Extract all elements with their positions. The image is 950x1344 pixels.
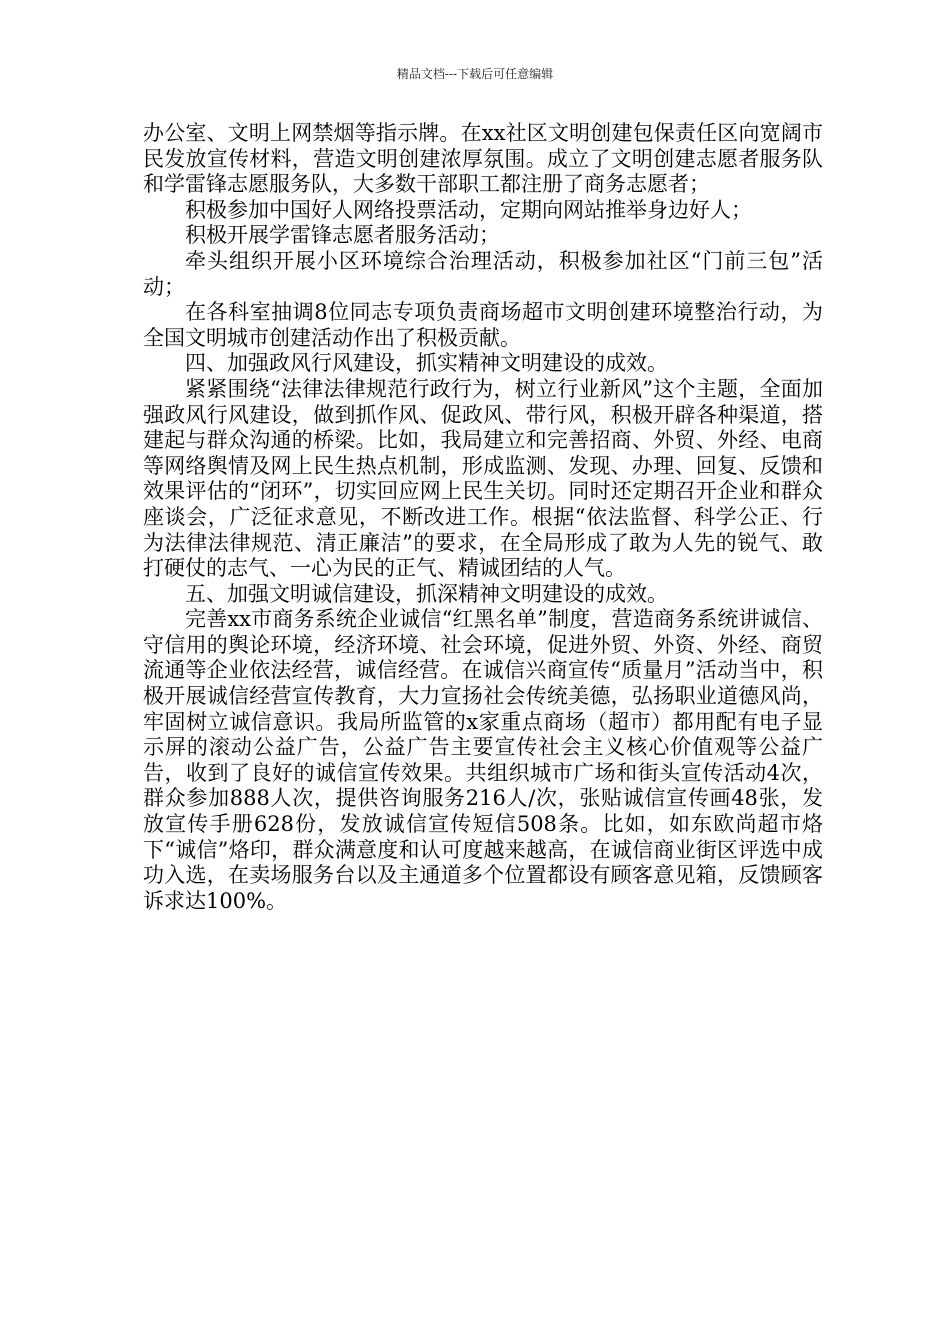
section-heading-4: 四、加强政风行风建设，抓实精神文明建设的成效。 [185,351,668,376]
paragraph-5: 在各科室抽调8位同志专项负责商场超市文明创建环境整治行动，为全国文明城市创建活动作出了积极贡献。 [143,300,823,350]
paragraph-3: 积极开展学雷锋志愿者服务活动； [185,223,500,248]
paragraph-2: 积极参加中国好人网络投票活动，定期向网站推举身边好人； [185,197,752,222]
document-body [143,121,823,914]
page-header: 精品文档---下载后可任意编辑 [396,67,554,81]
paragraph-6: 紧紧围绕“法律法律规范行政行为，树立行业新风”这个主题，全面加强政风行风建设，做到抓作风、促政风、带行风，积极开辟各种渠道，搭建起与群众沟通的桥梁。比如，我局建立和完善招商、外贸、外经、电商等网络舆情及网上民生热点机制，形成监测、发现、办理、回复、反馈和效果评估的“闭环”，切实回应网上民生关切。同时还定期召开企业和群众座谈会，广泛征求意见，不断改进工作。根据“依法监督、科学公正、行为法律法律规范、清正廉洁”的要求，在全局形成了敢为人先的锐气、敢打硬仗的志气、一心为民的正气、精诚团结的人气。 [143,376,823,581]
paragraph-4: 牵头组织开展小区环境综合治理活动，积极参加社区“门前三包”活动； [143,248,823,299]
paragraph-1: 办公室、文明上网禁烟等指示牌。在xx社区文明创建包保责任区向宽阔市民发放宣传材料，营造文明创建浓厚氛围。成立了文明创建志愿者服务队和学雷锋志愿服务队，大多数干部职工都注册了商务志愿者； [143,121,823,197]
paragraph-7: 完善xx市商务系统企业诚信“红黑名单”制度，营造商务系统讲诚信、守信用的舆论环境，经济环境、社会环境，促进外贸、外资、外经、商贸流通等企业依法经营，诚信经营。在诚信兴商宣传“质量月”活动当中，积极开展诚信经营宣传教育，大力宣扬社会传统美德，弘扬职业道德风尚，牢固树立诚信意识。我局所监管的x家重点商场（超市）都用配有电子显示屏的滚动公益广告，公益广告主要宣传社会主义核心价值观等公益广告，收到了良好的诚信宣传效果。共组织城市广场和街头宣传活动4次，群众参加888人次，提供咨询服务216人/次，张贴诚信宣传画48张，发放宣传手册628份，发放诚信宣传短信508条。比如，如东欧尚超市烙下“诚信”烙印，群众满意度和认可度越来越高，在诚信商业街区评选中成功入选，在卖场服务台以及主通道多个位置都设有顾客意见箱，反馈顾客诉求达100%。 [143,607,823,913]
section-heading-5: 五、加强文明诚信建设，抓深精神文明建设的成效。 [185,581,668,606]
